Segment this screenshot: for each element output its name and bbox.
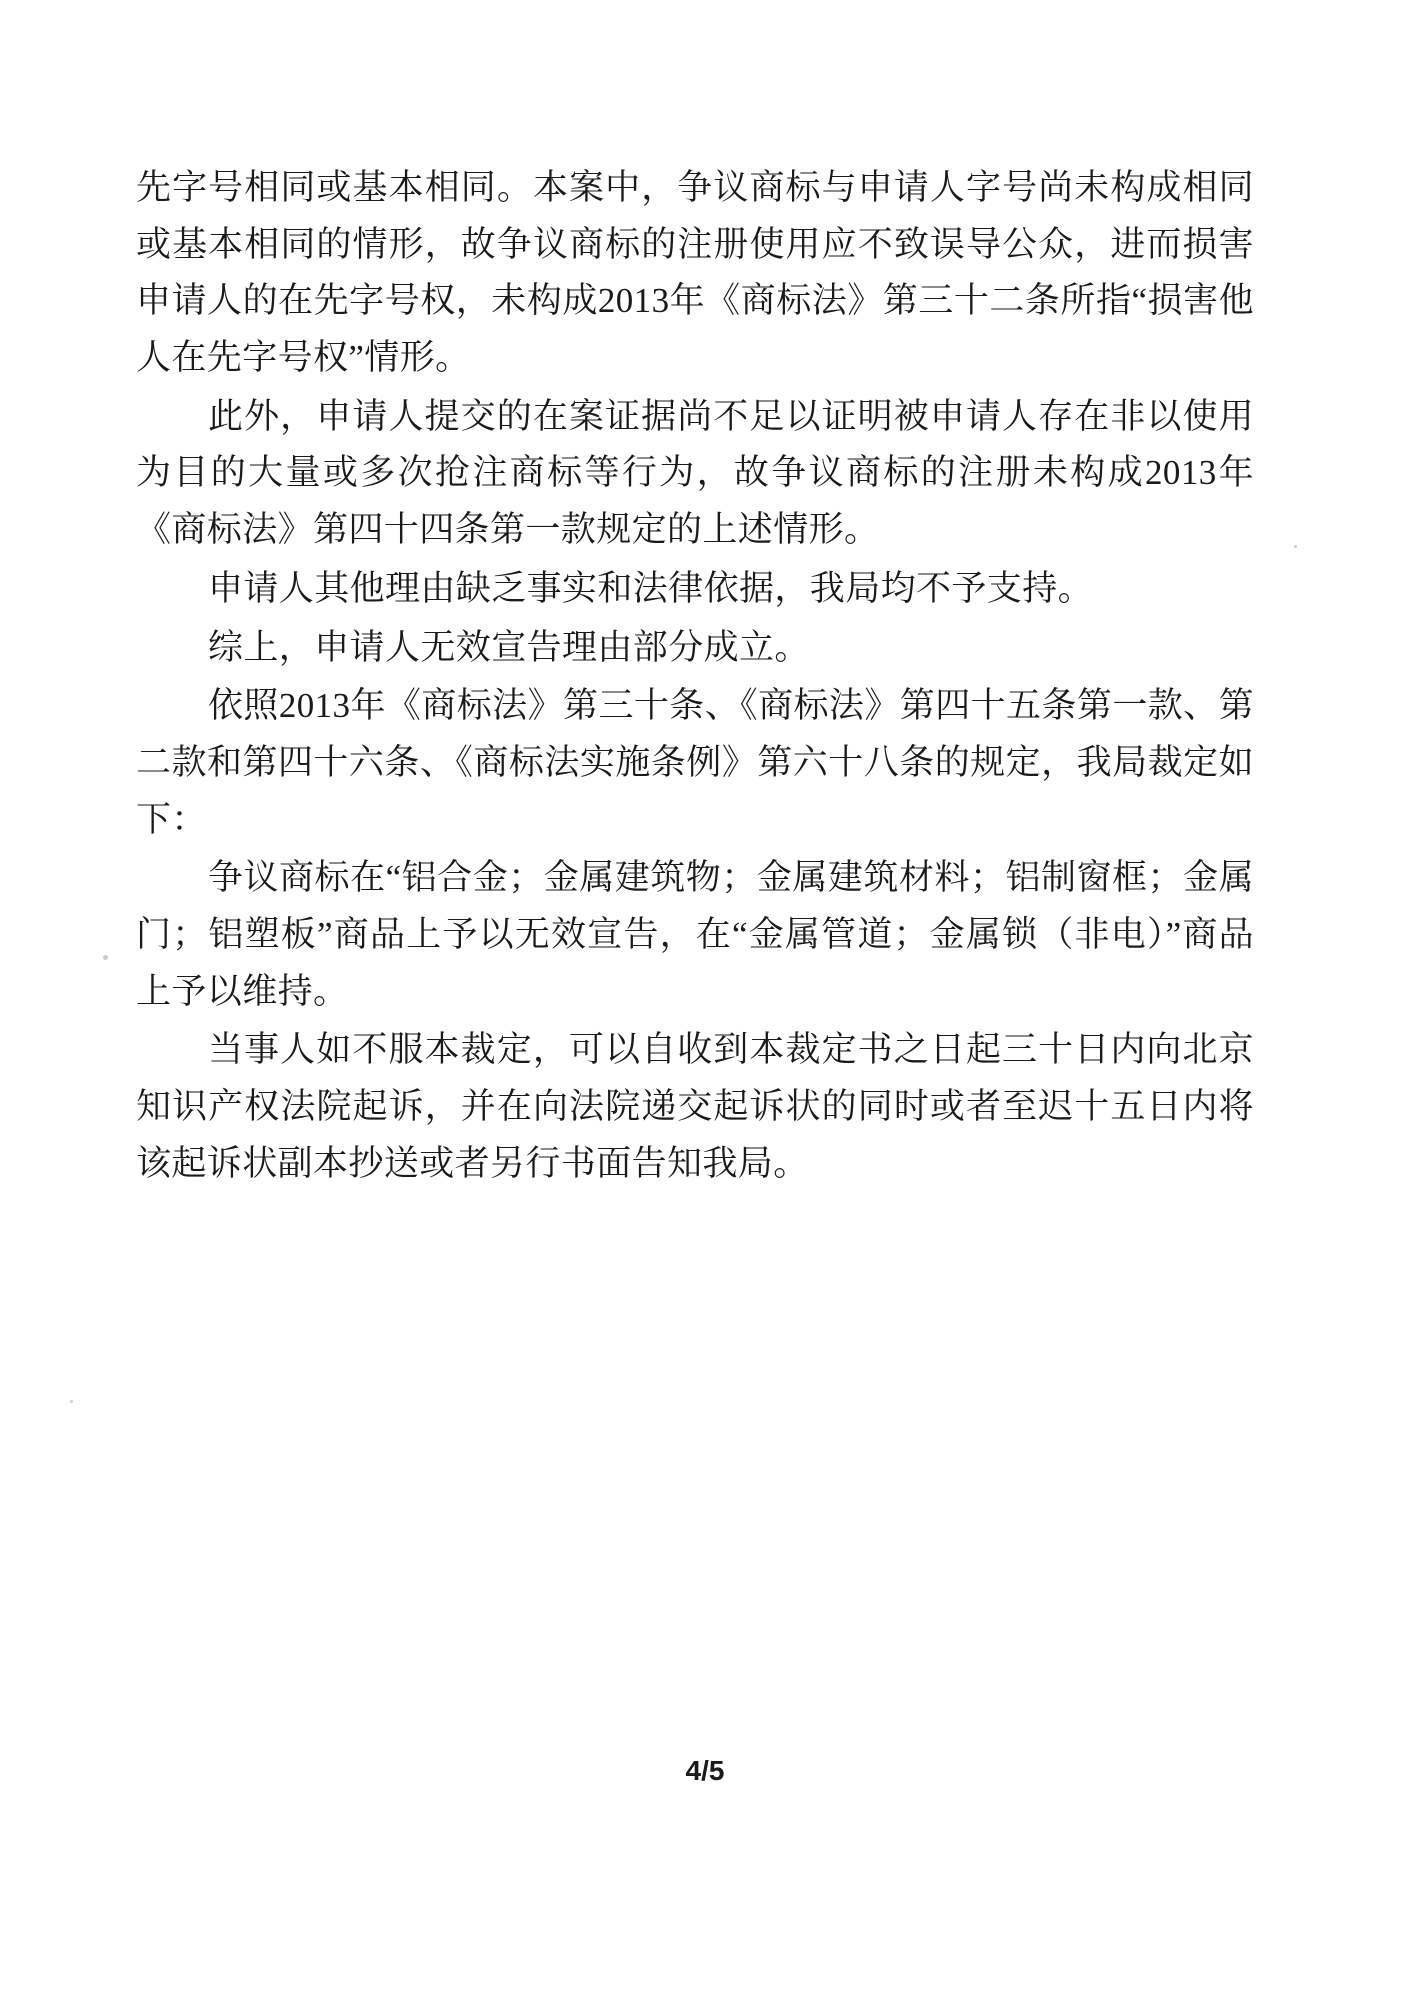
paragraph-6: 争议商标在“铝合金；金属建筑物；金属建筑材料；铝制窗框；金属门；铝塑板”商品上予以无效宣告，在“金属管道；金属锁（非电）”商品上予以维持。 (136, 858, 1254, 1011)
paragraph-7: 当事人如不服本裁定，可以自收到本裁定书之日起三十日内向北京知识产权法院起诉，并在向法院递交起诉状的同时或者至迟十五日内将该起诉状副本抄送或者另行书面告知我局。 (136, 1030, 1254, 1183)
paragraph-5: 依照2013年《商标法》第三十条、《商标法》第四十五条第一款、第二款和第四十六条、《商标法实施条例》第六十八条的规定，我局裁定如下： (136, 686, 1254, 839)
paragraph-4: 综上，申请人无效宣告理由部分成立。 (208, 627, 810, 667)
scan-speck (70, 1400, 73, 1403)
paragraph-2: 此外，申请人提交的在案证据尚不足以证明被申请人存在非以使用为目的大量或多次抢注商标等行为，故争议商标的注册未构成2013年《商标法》第四十四条第一款规定的上述情形。 (136, 396, 1254, 550)
page-number: 4/5 (685, 1755, 725, 1786)
document-body (136, 160, 1254, 1194)
paragraph-1: 先字号相同或基本相同。本案中，争议商标与申请人字号尚未构成相同或基本相同的情形，故争议商标的注册使用应不致误导公众，进而损害申请人的在先字号权，未构成2013年《商标法》第三十二条所指“损害他人在先字号权”情形。 (136, 168, 1254, 378)
scan-speck (1294, 545, 1297, 548)
paragraph-3: 申请人其他理由缺乏事实和法律依据，我局均不予支持。 (208, 568, 1094, 608)
scan-speck (103, 955, 108, 960)
